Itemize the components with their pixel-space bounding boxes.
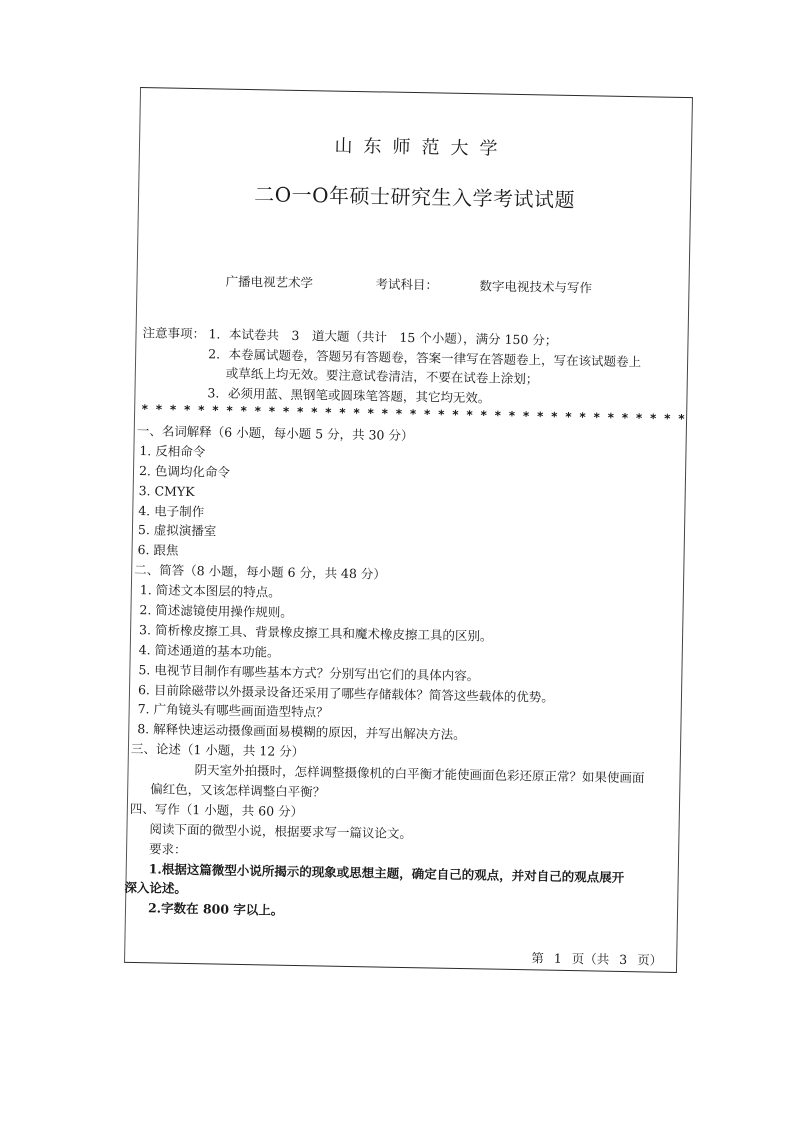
question-2-7: 7. 广角镜头有哪些画面造型特点？ [137, 701, 329, 721]
page-number: 第 1 页（共 3 页） [531, 950, 663, 968]
question-2-5: 5. 电视节目制作有哪些基本方式？分别写出它们的具体内容。 [138, 661, 480, 684]
section-heading-3: 三、论述（1 小题，共 12 分） [130, 741, 305, 760]
notes-label: 注意事项： [142, 325, 206, 342]
star-separator: *************************************** [141, 402, 693, 427]
essay-question-line-1: 阴天室外拍摄时，怎样调整摄像机的白平衡才能使画面色彩还原正常？如果使画面 [194, 762, 645, 786]
note-item-1: 1．本试卷共 3 道大题（共计 15 个小题），满分 150 分； [208, 326, 558, 348]
exam-questions [124, 421, 677, 928]
question-1-1: 1. 反相命令 [139, 442, 206, 460]
requirements-label: 要求： [148, 841, 187, 857]
requirement-2: 2.字数在 800 字以上。 [147, 900, 284, 919]
question-1-3: 3. CMYK [138, 482, 195, 499]
requirement-1: 1.根据这篇微型小说所揭示的现象或思想主题，确定自己的观点，并对自己的观点展开 [148, 860, 625, 885]
major-name: 广播电视艺术学 [225, 273, 314, 291]
question-2-2: 2. 简述滤镜使用操作规则。 [139, 602, 294, 620]
subject-label: 考试科目： [375, 276, 439, 293]
question-2-3: 3. 简析橡皮擦工具、背景橡皮擦工具和魔术橡皮擦工具的区别。 [138, 621, 493, 644]
writing-intro: 阅读下面的微型小说，根据要求写一篇议论文。 [149, 821, 413, 841]
exam-notes [141, 323, 682, 411]
note-item-2-cont: 或草纸上均无效。要注意试卷清洁，不要在试卷上涂划； [225, 365, 539, 387]
subject-name: 数字电视技术与写作 [479, 278, 593, 296]
question-1-2: 2. 色调均化命令 [138, 462, 231, 480]
question-1-4: 4. 电子制作 [138, 502, 205, 519]
essay-question-line-2: 偏红色，又该怎样调整白平衡？ [150, 781, 326, 800]
question-2-8: 8. 解释快速运动摄像画面易模糊的原因，并写出解决方法。 [137, 721, 466, 743]
note-item-2: 2．本卷属试题卷，答题另有答题卷，答案一律写在答题卷上，写在该试题卷上 [208, 345, 642, 369]
university-title: 山东师范大学 [334, 135, 509, 160]
requirement-1-cont: 深入论述。 [124, 880, 188, 897]
exam-title: 二O一O年硕士研究生入学考试试题 [254, 182, 576, 212]
exam-page-frame [124, 87, 693, 973]
question-2-6: 6. 目前除磁带以外摄录设备还采用了哪些存储载体？简答这些载体的优势。 [137, 681, 555, 705]
question-1-6: 6. 跟焦 [137, 542, 179, 559]
question-2-1: 1. 简述文本图层的特点。 [139, 582, 281, 600]
note-item-3: 3．必须用蓝、黑钢笔或圆珠笔答题，其它均无效。 [207, 385, 491, 406]
section-heading-4: 四、写作（1 小题，共 60 分） [129, 800, 304, 820]
question-1-5: 5. 虚拟演播室 [137, 522, 217, 539]
section-heading-2: 二、简答（8 小题，每小题 6 分，共 48 分） [134, 562, 387, 582]
question-2-4: 4. 简述通道的基本功能。 [138, 641, 280, 660]
section-heading-1: 一、名词解释（6 小题，每小题 5 分，共 30 分） [136, 423, 414, 444]
